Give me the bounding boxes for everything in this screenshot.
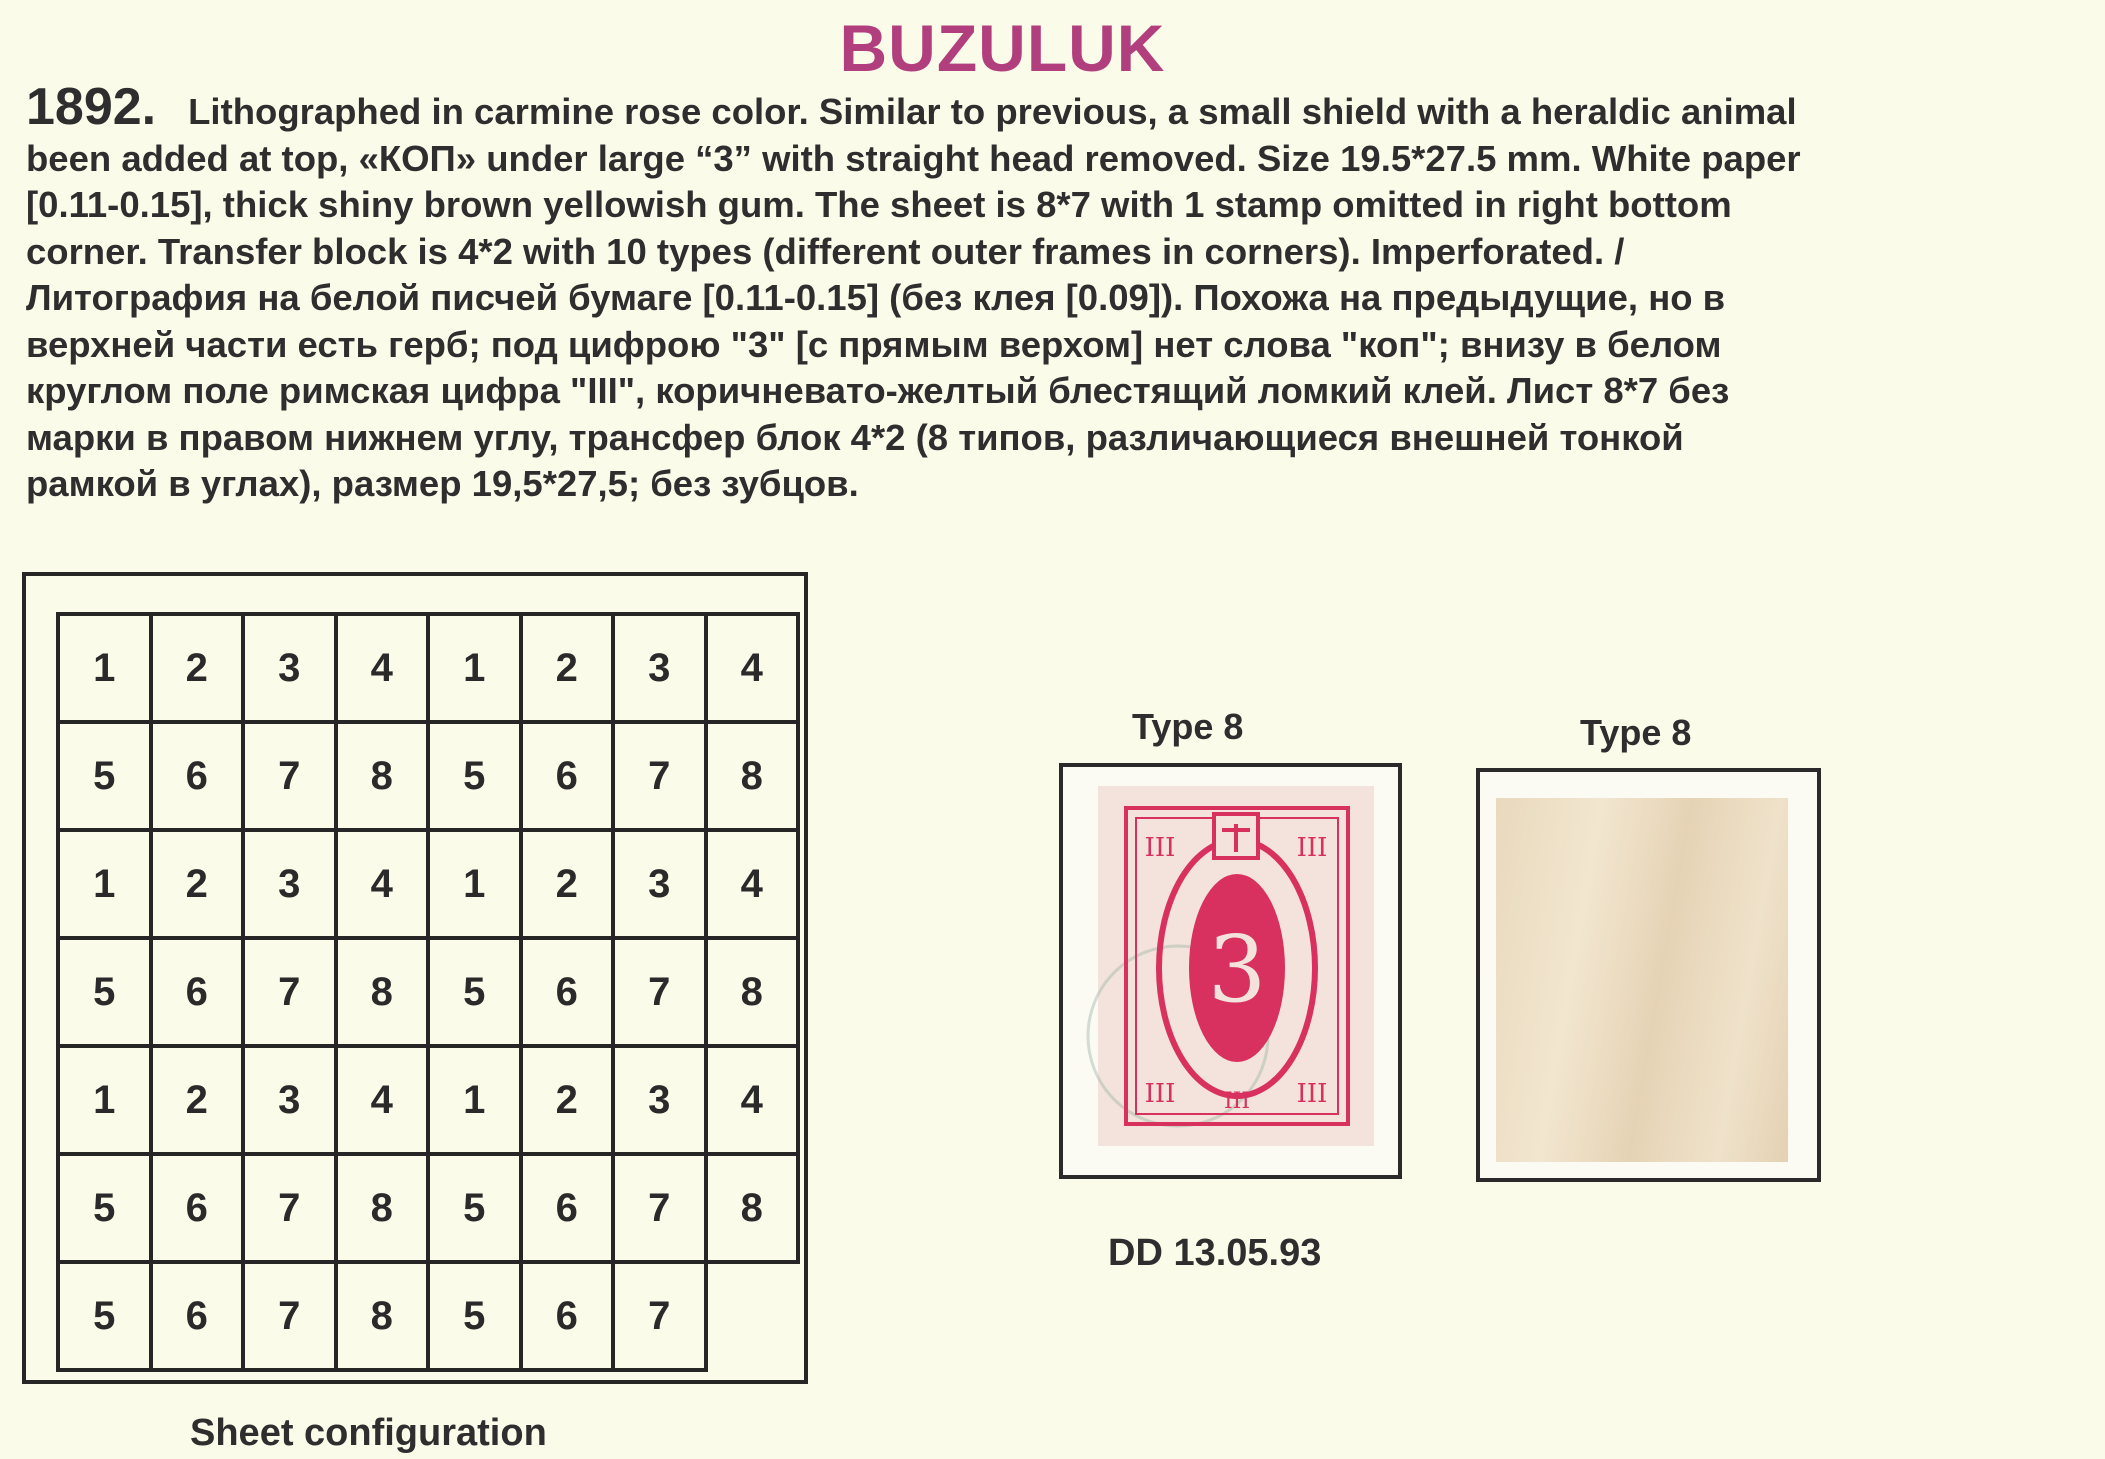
grid-cell: 2 — [151, 614, 244, 722]
grid-cell: 6 — [521, 1154, 614, 1262]
grid-cell: 6 — [151, 722, 244, 830]
description-line-3: [0.11-0.15], thick shiny brown yellowish gum. The sheet is 8*7 with 1 stamp omitted in right bottom — [26, 184, 1732, 225]
grid-cell: 2 — [521, 614, 614, 722]
description-line-5: Литография на белой писчей бумаге [0.11-0.15] (без клея [0.09]). Похожа на предыдущие, но в — [26, 277, 1726, 318]
stamp-roman-bottom: III — [1223, 1089, 1251, 1114]
grid-cell: 1 — [58, 614, 151, 722]
grid-cell: 1 — [428, 1046, 521, 1154]
grid-cell: 7 — [243, 938, 336, 1046]
stamp-back-image — [1496, 798, 1788, 1162]
grid-row — [58, 1046, 798, 1154]
grid-cell: 7 — [243, 1154, 336, 1262]
grid-row — [58, 938, 798, 1046]
grid-cell: 5 — [58, 1262, 151, 1370]
grid-row — [58, 830, 798, 938]
grid-cell: 1 — [58, 830, 151, 938]
date-label: DD 13.05.93 — [1108, 1232, 1322, 1274]
stamp-roman-tl: III — [1144, 833, 1176, 863]
grid-row — [58, 722, 798, 830]
grid-cell: 4 — [336, 614, 429, 722]
grid-row — [58, 1262, 798, 1370]
grid-cell: 7 — [243, 1262, 336, 1370]
description-line-8: марки в правом нижнем углу, трансфер блок 4*2 (8 типов, различающиеся внешней тонкой — [26, 416, 1684, 458]
grid-cell: 3 — [613, 830, 706, 938]
back-label-cut: Type 8 — [1580, 712, 1692, 753]
grid-cell: 5 — [428, 938, 521, 1046]
grid-cell: 1 — [428, 614, 521, 722]
year: 1892. — [26, 78, 157, 136]
description-line-2: been added at top, «КОП» under large “3” with straight head removed. Size 19.5*27.5 mm. White paper — [26, 137, 1801, 179]
grid-cell: 5 — [428, 1262, 521, 1370]
grid-cell: 5 — [428, 722, 521, 830]
grid-cell: 2 — [151, 830, 244, 938]
grid-cell: 6 — [151, 938, 244, 1046]
grid-cell: 1 — [428, 830, 521, 938]
grid-cell: 6 — [521, 1262, 614, 1370]
stamp-roman-bl: III — [1144, 1079, 1176, 1109]
stamp-roman-tr: III — [1296, 833, 1328, 863]
grid-cell: 8 — [336, 1154, 429, 1262]
grid-cell: 8 — [336, 938, 429, 1046]
description-line-7: круглом поле римская цифра "III", коричневато-желтый блестящий ломкий клей. Лист 8*7 без — [26, 370, 1730, 411]
grid-cell: 5 — [58, 938, 151, 1046]
stamp-value: 3 — [1207, 916, 1267, 1023]
grid-cell: 6 — [521, 938, 614, 1046]
grid-cell: 7 — [243, 722, 336, 830]
grid-cell: 5 — [58, 1154, 151, 1262]
grid-cell: 4 — [706, 830, 799, 938]
description-line-9: рамкой в углах), размер 19,5*27,5; без зубцов. — [26, 463, 859, 504]
grid-cell: 7 — [613, 938, 706, 1046]
description — [26, 78, 2096, 508]
grid-cell: 4 — [336, 830, 429, 938]
grid-cell: 4 — [336, 1046, 429, 1154]
stamp-roman-br: III — [1296, 1079, 1328, 1109]
grid-cell: 2 — [151, 1046, 244, 1154]
grid-cell: 4 — [706, 614, 799, 722]
grid-cell: 2 — [521, 830, 614, 938]
grid-cell-empty — [706, 1262, 799, 1370]
page-title: BUZULUK — [839, 11, 1166, 85]
stamp-front-svg — [1098, 786, 1374, 1146]
sheet-configuration-grid — [56, 612, 800, 1372]
grid-cell: 7 — [613, 722, 706, 830]
description-line-6: верхней части есть герб; под цифрою "3" [с прямым верхом] нет слова "коп"; внизу в белом — [26, 323, 1722, 365]
grid-cell: 3 — [613, 1046, 706, 1154]
grid-cell: 8 — [706, 722, 799, 830]
grid-cell: 5 — [428, 1154, 521, 1262]
grid-cell: 3 — [243, 830, 336, 938]
grid-cell: 3 — [613, 614, 706, 722]
grid-row — [58, 614, 798, 722]
description-line-1: 1892. Lithographed in carmine rose color. Similar to previous, a small shield with a heraldic animal — [26, 78, 1797, 136]
grid-cell: 7 — [613, 1154, 706, 1262]
grid-cell: 3 — [243, 1046, 336, 1154]
grid-cell: 8 — [336, 722, 429, 830]
stamp-front-image — [1098, 786, 1374, 1146]
grid-cell: 7 — [613, 1262, 706, 1370]
grid-cell: 6 — [151, 1262, 244, 1370]
grid-cell: 6 — [521, 722, 614, 830]
grid-cell: 5 — [58, 722, 151, 830]
grid-cell: 6 — [151, 1154, 244, 1262]
grid-cell: 3 — [243, 614, 336, 722]
grid-cell: 8 — [706, 938, 799, 1046]
description-line-4: corner. Transfer block is 4*2 with 10 types (different outer frames in corners). Imperforated. / — [26, 230, 1625, 272]
grid-cell: 2 — [521, 1046, 614, 1154]
grid-row — [58, 1154, 798, 1262]
sheet-caption: Sheet configuration — [190, 1412, 547, 1454]
grid-cell: 1 — [58, 1046, 151, 1154]
grid-cell: 8 — [336, 1262, 429, 1370]
grid-cell: 8 — [706, 1154, 799, 1262]
grid-cell: 4 — [706, 1046, 799, 1154]
type-label: Type 8 — [1132, 706, 1244, 747]
